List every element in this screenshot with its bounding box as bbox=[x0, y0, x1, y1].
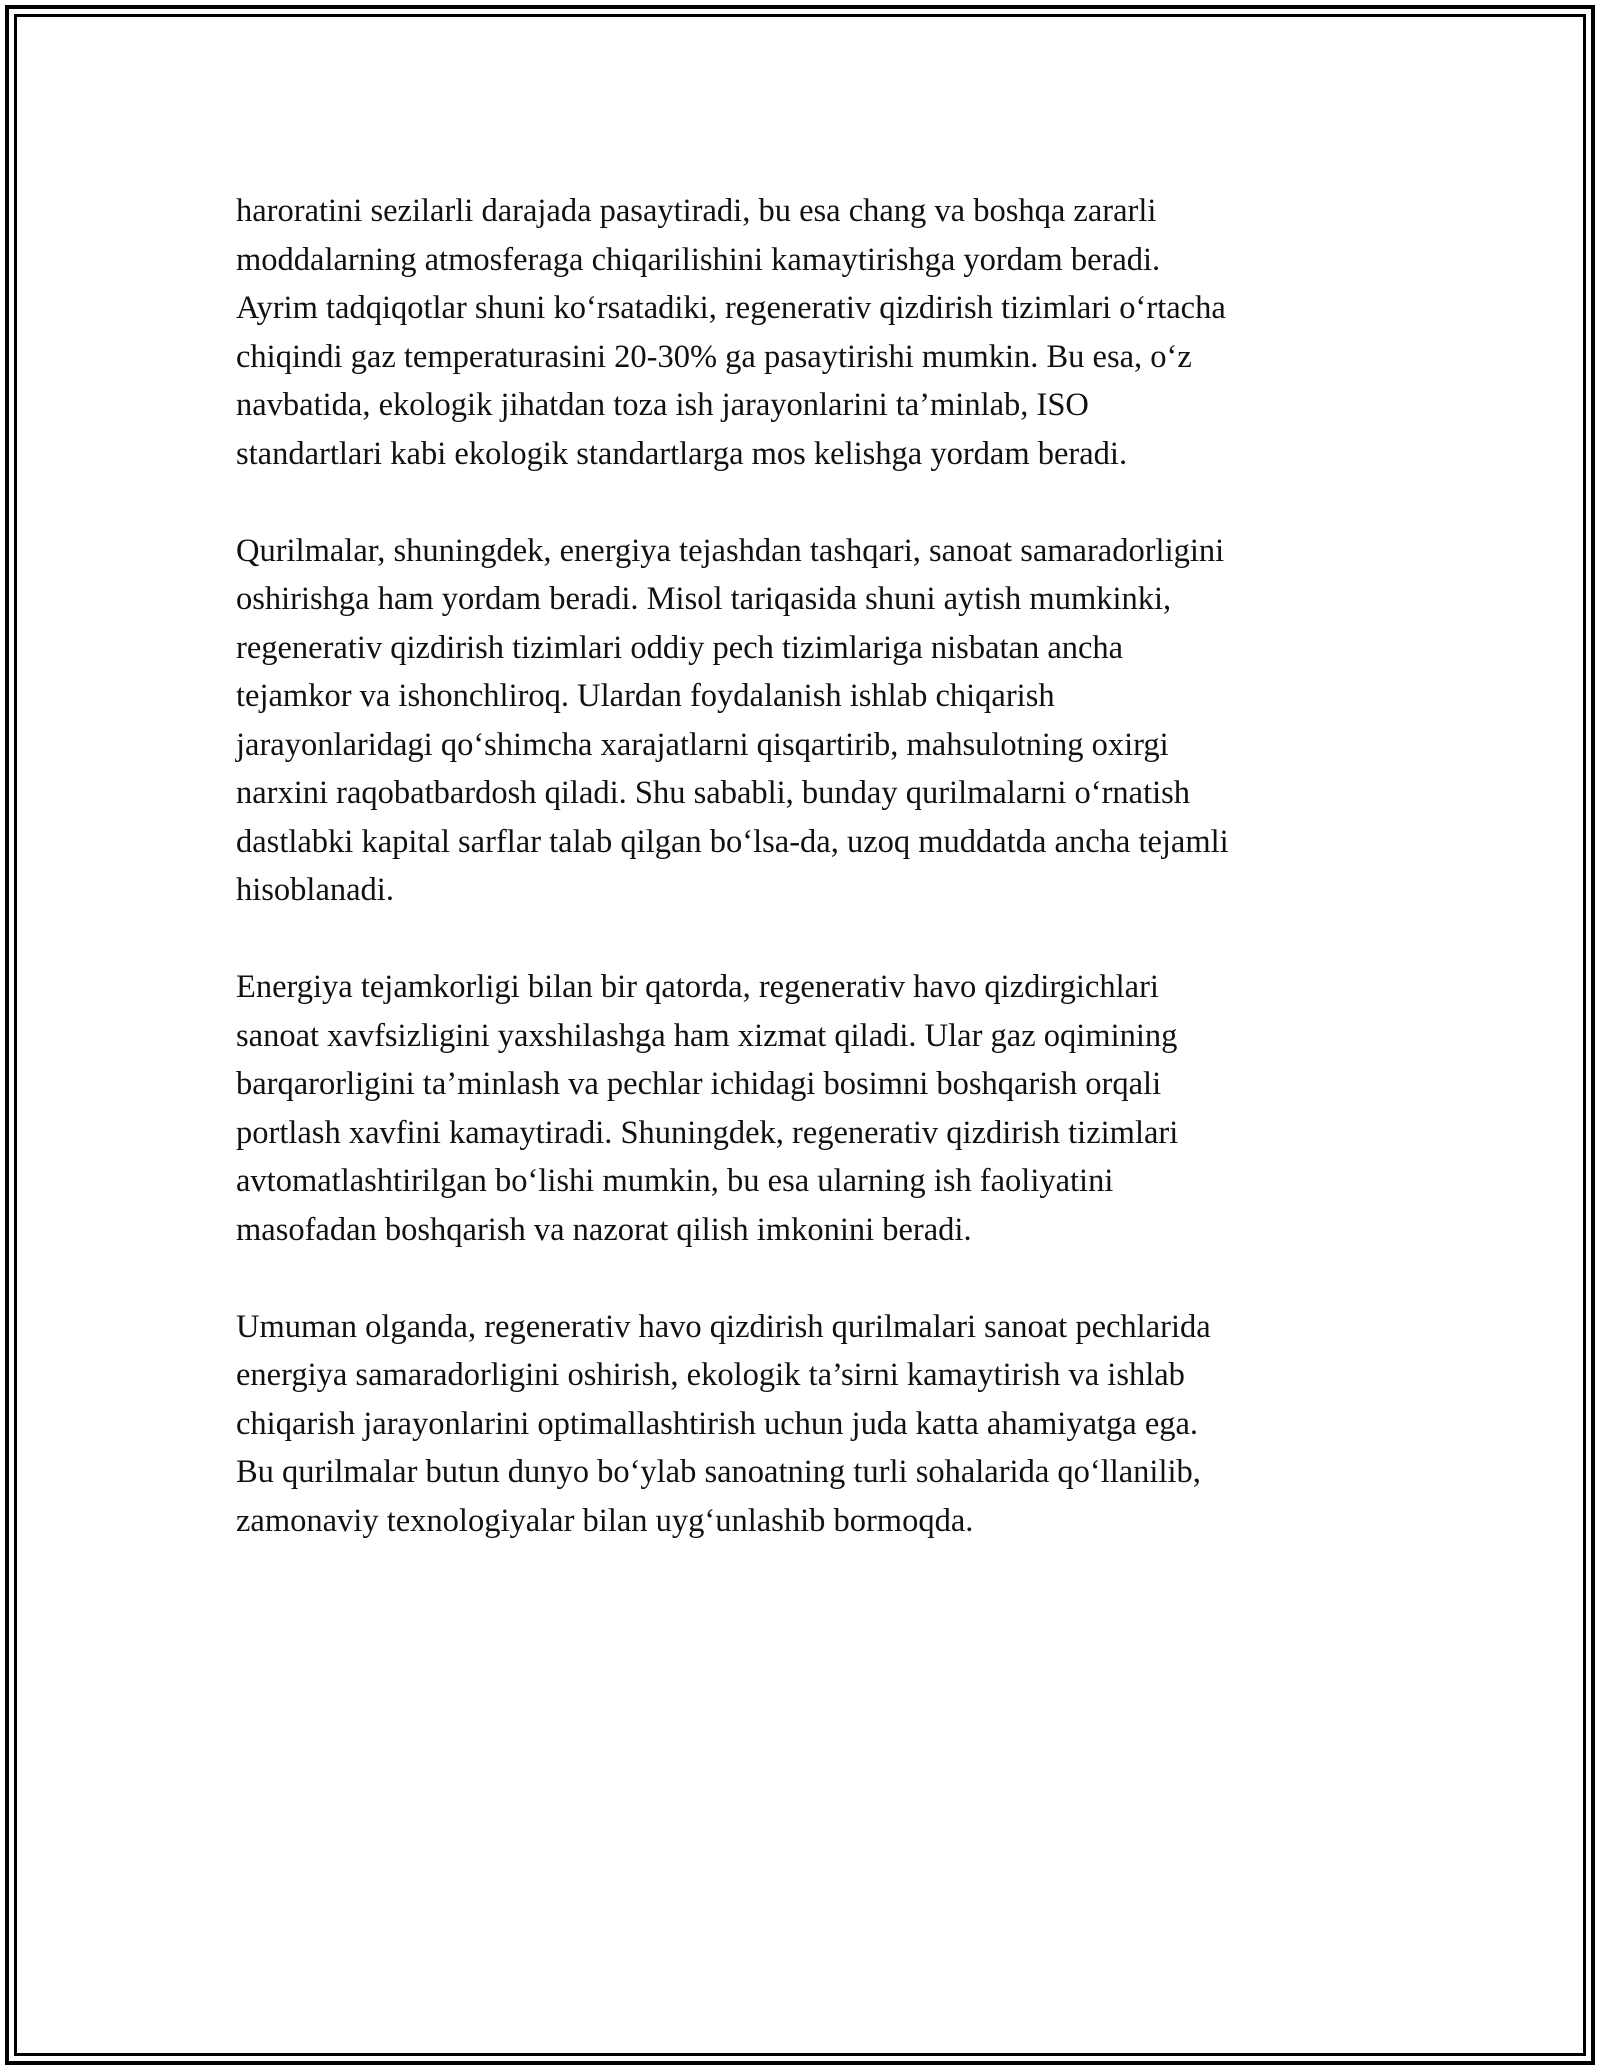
text-line: standartlari kabi ekologik standartlarga mos kelishga yordam beradi. bbox=[236, 435, 1128, 472]
text-line: chiqindi gaz temperaturasini 20-30% ga pasaytirishi mumkin. Bu esa, o‘z bbox=[236, 338, 1192, 375]
text-line: narxini raqobatbardosh qiladi. Shu sababli, bunday qurilmalarni o‘rnatish bbox=[236, 775, 1191, 811]
text-line: Ayrim tadqiqotlar shuni ko‘rsatadiki, regenerativ qizdirish tizimlari o‘rtacha bbox=[236, 290, 1226, 326]
text-line: sanoat xavfsizligini yaxshilashga ham xizmat qiladi. Ular gaz oqimining bbox=[236, 1017, 1178, 1054]
text-line: energiya samaradorligini oshirish, ekologik ta’sirni kamaytirish va ishlab bbox=[236, 1357, 1185, 1393]
text-line: Energiya tejamkorligi bilan bir qatorda, regenerativ havo qizdirgichlari bbox=[236, 969, 1159, 1005]
text-line: moddalarning atmosferaga chiqarilishini kamaytirishga yordam beradi. bbox=[236, 241, 1161, 278]
text-line: Umuman olganda, regenerativ havo qizdirish qurilmalari sanoat pechlarida bbox=[236, 1308, 1211, 1345]
paragraph bbox=[236, 187, 1366, 478]
text-line: avtomatlashtirilgan bo‘lishi mumkin, bu esa ularning ish faoliyatini bbox=[236, 1163, 1114, 1199]
text-line: navbatida, ekologik jihatdan toza ish jarayonlarini ta’minlab, ISO bbox=[236, 387, 1089, 423]
text-line: portlash xavfini kamaytiradi. Shuningdek, regenerativ qizdirish tizimlari bbox=[236, 1114, 1179, 1151]
text-line: dastlabki kapital sarflar talab qilgan bo‘lsa-da, uzoq muddatda ancha tejamli bbox=[236, 823, 1229, 860]
paragraph bbox=[236, 527, 1366, 915]
document-body bbox=[236, 187, 1366, 1594]
text-line: regenerativ qizdirish tizimlari oddiy pech tizimlariga nisbatan ancha bbox=[236, 629, 1124, 666]
text-line: chiqarish jarayonlarini optimallashtirish uchun juda katta ahamiyatga ega. bbox=[236, 1405, 1199, 1442]
text-line: oshirishga ham yordam beradi. Misol tariqasida shuni aytish mumkinki, bbox=[236, 581, 1172, 617]
paragraph bbox=[236, 963, 1366, 1254]
text-line: tejamkor va ishonchliroq. Ulardan foydalanish ishlab chiqarish bbox=[236, 678, 1055, 714]
text-line: Bu qurilmalar butun dunyo bo‘ylab sanoatning turli sohalarida qo‘llanilib, bbox=[236, 1454, 1201, 1490]
text-line: masofadan boshqarish va nazorat qilish imkonini beradi. bbox=[236, 1211, 972, 1248]
text-line: haroratini sezilarli darajada pasaytiradi, bu esa chang va boshqa zararli bbox=[236, 193, 1157, 229]
text-line: jarayonlaridagi qo‘shimcha xarajatlarni qisqartirib, mahsulotning oxirgi bbox=[236, 726, 1169, 763]
text-line: hisoblanadi. bbox=[236, 872, 394, 908]
text-line: zamonaviy texnologiyalar bilan uyg‘unlashib bormoqda. bbox=[236, 1502, 974, 1539]
paragraph bbox=[236, 1303, 1366, 1546]
text-line: barqarorligini ta’minlash va pechlar ichidagi bosimni boshqarish orqali bbox=[236, 1066, 1162, 1102]
text-line: Qurilmalar, shuningdek, energiya tejashdan tashqari, sanoat samaradorligini bbox=[236, 532, 1225, 569]
